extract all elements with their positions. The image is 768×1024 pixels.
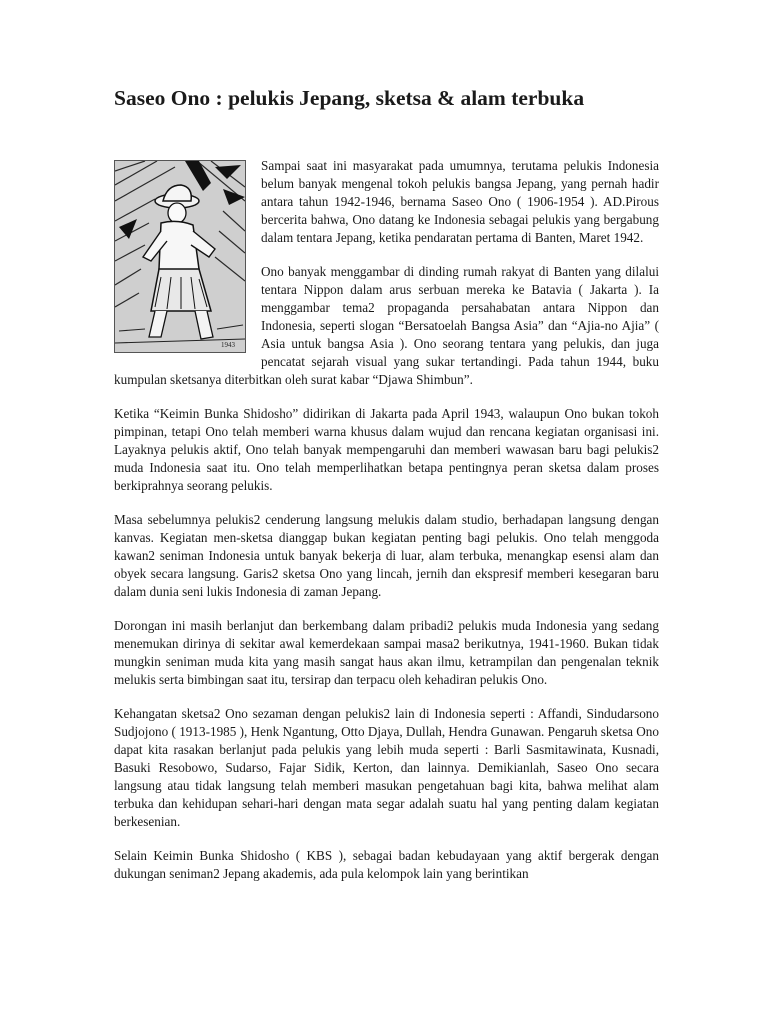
- paragraph: Kehangatan sketsa2 Ono sezaman dengan pelukis2 lain di Indonesia seperti : Affandi, Sindudarsono Sudjojono ( 1913-1985 ), Henk Ngantung, Otto Djaya, Dullah, Hendra Gunawan. Pengaruh sketsa Ono dapat kita rasakan berlanjut pada pelukis yang lebih muda seperti : Barli Sasmitawinata, Kusnadi, Basuki Resobowo, Sudarso, Fajar Sidik, Kerton, dan lainnya. Demikianlah, Saseo Ono secara langsung atau tidak langsung telah memberi masukan pengetahuan bagi kita, bahwa melihat alam terbuka dan kehidupan sehari-hari dengan mata segar adalah suatu hal yang penting dalam kegiatan berkesenian.: [114, 705, 659, 829]
- sketch-drawing: [115, 161, 245, 352]
- sketch-date-mark: 1943: [221, 340, 235, 349]
- paragraph: Ketika “Keimin Bunka Shidosho” didirikan di Jakarta pada April 1943, walaupun Ono bukan tokoh pimpinan, tetapi Ono telah memberi warna khusus dalam wujud dan rencana kegiatan organisasi ini. Layaknya pelukis aktif, Ono telah banyak mempengaruhi dan memberi wawasan baru bagi pelukis2 muda Indonesia saat itu. Ono telah memperlihatkan betapa pentingnya peran sketsa dalam proses berkiprahnya seorang pelukis.: [114, 405, 659, 493]
- document-title: Saseo Ono : pelukis Jepang, sketsa & alam terbuka: [114, 86, 585, 110]
- paragraph: Selain Keimin Bunka Shidosho ( KBS ), sebagai badan kebudayaan yang aktif bergerak dengan dukungan seniman2 Jepang akademis, ada pula kelompok lain yang berintikan: [114, 847, 659, 881]
- document-page: [114, 86, 659, 899]
- paragraph: Dorongan ini masih berlanjut dan berkembang dalam pribadi2 pelukis muda Indonesia yang sedang menemukan dirinya di sekitar awal kemerdekaan sampai masa2 berikutnya, 1941-1960. Bukan tidak mungkin seniman muda kita yang masih sangat haus akan ilmu, ketrampilan dan pengenalan teknik melukis serta bimbingan saat itu, tersirap dan terpacu oleh kehadiran pelukis Ono.: [114, 617, 659, 687]
- sketch-illustration: [114, 160, 246, 353]
- paragraph: Masa sebelumnya pelukis2 cenderung langsung melukis dalam studio, berhadapan langsung dengan kanvas. Kegiatan men-sketsa dianggap bukan kegiatan penting bagi pelukis. Ono telah menggoda kawan2 seniman Indonesia untuk banyak bekerja di luar, alam terbuka, menangkap esensi alam dan obyek secara langsung. Garis2 sketsa Ono yang lincah, jernih dan ekspresif memberi kesegaran baru dalam dunia seni lukis Indonesia di zaman Jepang.: [114, 511, 659, 599]
- paragraph: Ono banyak menggambar di dinding rumah rakyat di Banten yang dilalui tentara Nippon dalam arus serbuan mereka ke Batavia ( Jakarta ). Ia menggambar tema2 propaganda persahabatan antara Nippon dan Indonesia, seperti slogan “Bersatoelah Bangsa Asia” dan “Ajia-no Ajia” ( Asia untuk bangsa Asia ). Ono seorang tentara yang pelukis, dan juga pencatat sejarah visual yang sukar tertandingi. Pada tahun 1944, buku kumpulan sketsanya diterbitkan oleh surat kabar “Djawa Shimbun”.: [114, 263, 659, 387]
- paragraph: Sampai saat ini masyarakat pada umumnya, terutama pelukis Indonesia belum banyak mengenal tokoh pelukis bangsa Jepang, yang pernah hadir antara tahun 1942-1946, bernama Saseo Ono ( 1906-1954 ). AD.Pirous bercerita bahwa, Ono datang ke Indonesia sebagai pelukis yang bergabung dalam tentara Jepang, ketika pendaratan pertama di Banten, Maret 1942.: [261, 157, 659, 245]
